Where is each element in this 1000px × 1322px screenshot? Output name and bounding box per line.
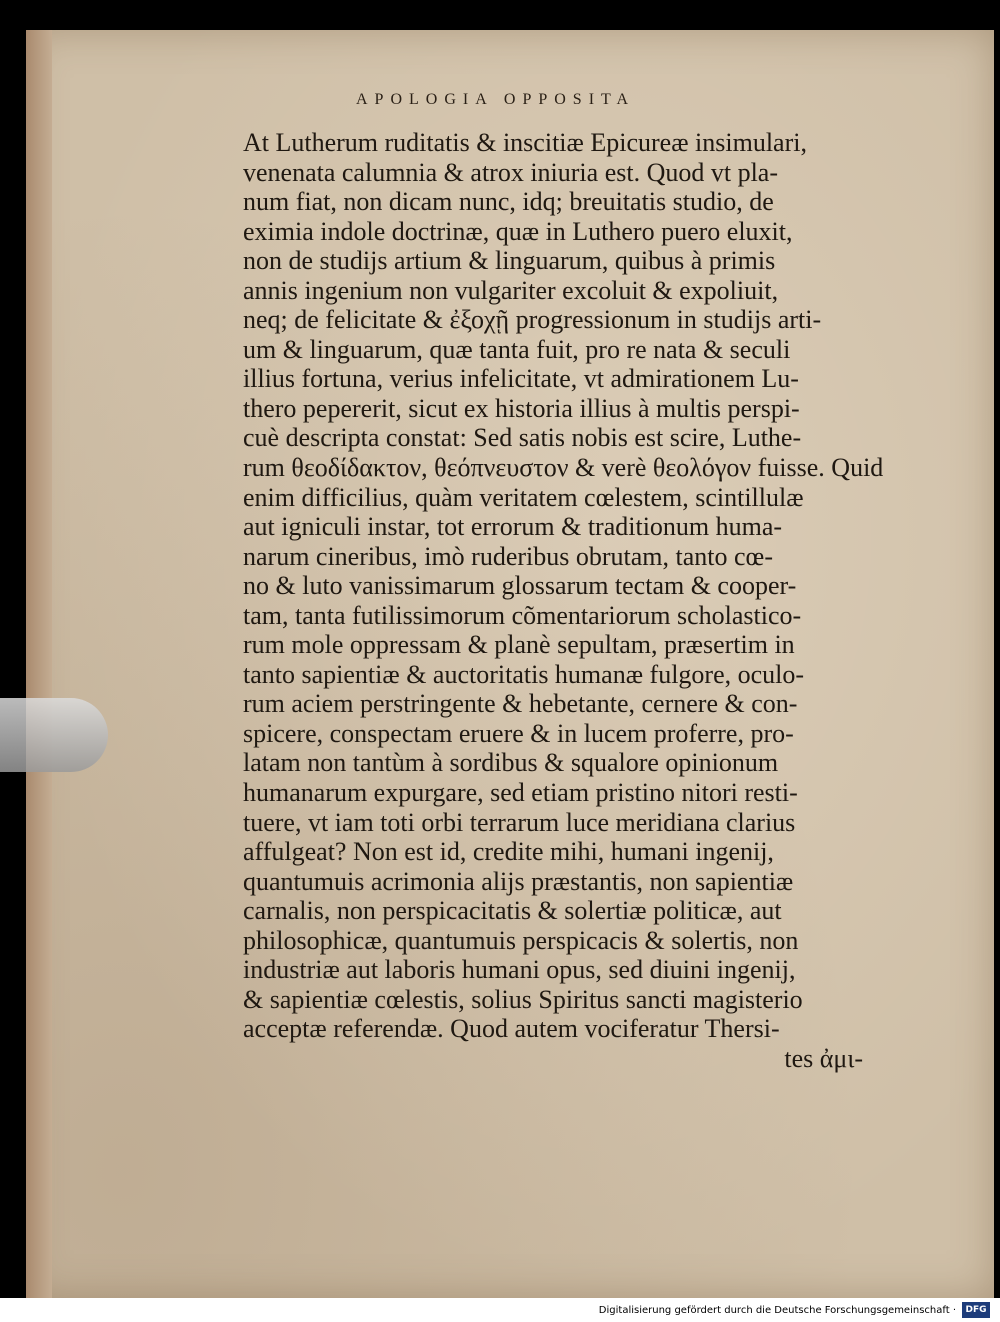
dfg-logo-icon: DFG <box>962 1302 990 1318</box>
text-line: tanto sapientiæ & auctoritatis humanæ fulgore, oculo- <box>243 659 805 689</box>
body-text <box>243 128 884 1074</box>
text-line: um & linguarum, quæ tanta fuit, pro re nata & seculi <box>243 334 791 364</box>
text-line: rum θεοδίδακτον, θεόπνευστον & verè θεολόγον fuisse. Quid <box>243 453 884 483</box>
page-clip <box>0 698 108 772</box>
text-line: aut igniculi instar, tot errorum & traditionum huma- <box>243 512 783 542</box>
text-line: tam, tanta futilissimorum cõmentariorum scholastico- <box>243 600 802 630</box>
text-line: venenata calumnia & atrox iniuria est. Quod vt pla- <box>243 157 778 187</box>
text-line: neq; de felicitate & ἐξοχῇ progressionum in studijs arti- <box>243 305 822 335</box>
text-line: spicere, conspectam eruere & in lucem proferre, pro- <box>243 718 794 748</box>
text-line: narum cineribus, imò ruderibus obrutam, tanto cœ- <box>243 541 773 571</box>
text-line: carnalis, non perspicacitatis & solertiæ politicæ, aut <box>243 896 782 926</box>
text-line: philosophicæ, quantumuis perspicacis & solertis, non <box>243 925 799 955</box>
text-line: tuere, vt iam toti orbi terrarum luce meridiana clarius <box>243 807 796 837</box>
text-line: rum aciem perstringente & hebetante, cernere & con- <box>243 689 798 719</box>
text-line: latam non tantùm à sordibus & squalore opinionum <box>243 748 779 778</box>
text-line: affulgeat? Non est id, credite mihi, humani ingenij, <box>243 837 774 867</box>
running-header: APOLOGIA OPPOSITA <box>356 91 636 108</box>
text-line: cuè descripta constat: Sed satis nobis est scire, Luthe- <box>243 423 802 453</box>
text-line: eximia indole doctrinæ, quæ in Luthero puero eluxit, <box>243 216 793 246</box>
funding-credit: Digitalisierung gefördert durch die Deutsche Forschungsgemeinschaft · <box>598 1305 956 1316</box>
text-line: humanarum expurgare, sed etiam pristino nitori resti- <box>243 778 798 808</box>
text-line: At Lutherum ruditatis & inscitiæ Epicureæ insimulari, <box>243 128 807 157</box>
text-line: industriæ aut laboris humani opus, sed diuini ingenij, <box>243 955 796 985</box>
text-line: thero pepererit, sicut ex historia illius à multis perspi- <box>243 393 800 423</box>
text-line: quantumuis acrimonia alijs præstantis, non sapientiæ <box>243 866 794 896</box>
text-line: & sapientiæ cœlestis, solius Spiritus sancti magisterio <box>243 984 803 1014</box>
text-line: no & luto vanissimarum glossarum tectam & cooper- <box>243 571 797 601</box>
text-line: tes ἀμι- <box>784 1043 863 1073</box>
page-edge <box>26 30 52 1298</box>
text-line: illius fortuna, verius infelicitate, vt admirationem Lu- <box>243 364 799 394</box>
text-line: enim difficilius, quàm veritatem cœlestem, scintillulæ <box>243 482 804 512</box>
text-line: rum mole oppressam & planè sepultam, præsertim in <box>243 630 795 660</box>
text-line: non de studijs artium & linguarum, quibus à primis <box>243 246 776 276</box>
text-line: num fiat, non dicam nunc, idq; breuitatis studio, de <box>243 187 774 217</box>
text-line: acceptæ referendæ. Quod autem vociferatur Thersi- <box>243 1014 780 1044</box>
text-line: annis ingenium non vulgariter excoluit & expoliuit, <box>243 275 779 305</box>
